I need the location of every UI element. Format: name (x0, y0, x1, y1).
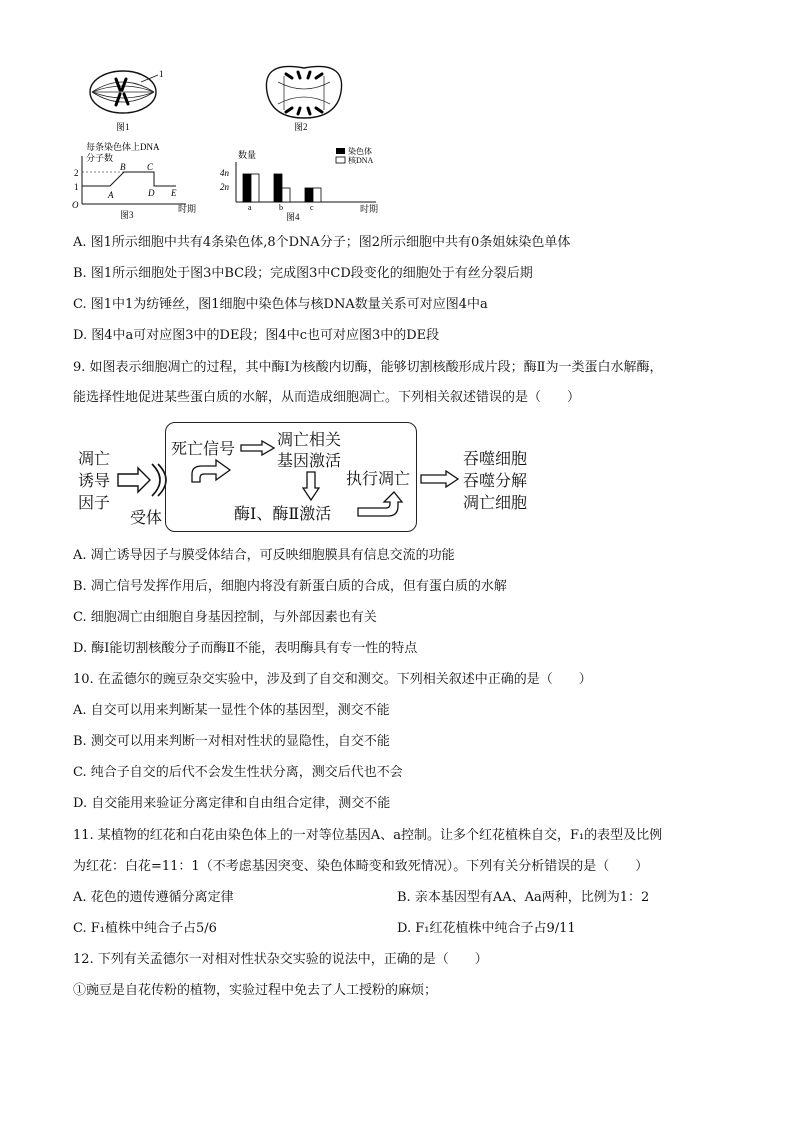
q8-option-a: A. 图1所示细胞中共有4条染色体,8个DNA分子；图2所示细胞中共有0条姐妹染色单体 (73, 235, 571, 250)
q9-option-d: D. 酶Ⅰ能切割核酸分子而酶Ⅱ不能，表明酶具有专一性的特点 (73, 641, 418, 656)
q9-stem-line2: 能选择性地促进某些蛋白质的水解，从而造成细胞凋亡。下列相关叙述错误的是（ ） (73, 390, 581, 405)
q8-option-b: B. 图1所示细胞处于图3中BC段；完成图3中CD段变化的细胞处于有丝分裂后期 (73, 266, 533, 281)
fig1-caption: 图1 (116, 122, 130, 132)
fig3-point-a: A (108, 190, 114, 200)
legend-dna-swatch (336, 157, 345, 163)
q9-option-a: A. 凋亡诱导因子与膜受体结合，可反映细胞膜具有信息交流的功能 (73, 548, 455, 563)
diagram-receptor: 受体 (130, 508, 163, 527)
fig4-ylabel: 数量 (238, 150, 257, 160)
fig3-ytick: 2 (74, 168, 79, 178)
fig4-bar-c-chromosome (305, 188, 313, 202)
q8-option-c: C. 图1中1为纺锤丝，图1细胞中染色体与核DNA数量关系可对应图4中a (73, 297, 488, 312)
q8-option-d: D. 图4中a可对应图3中的DE段；图4中c也可对应图3中的DE段 (73, 328, 440, 343)
fig4-bar-a-dna (251, 174, 259, 202)
right-arrow-icon (240, 440, 276, 456)
fig3-point-c: C (147, 162, 154, 172)
figure-4 (216, 146, 386, 222)
fig3-xlabel: 时期 (178, 204, 197, 214)
diagram-enzymes-activated: 酶Ⅰ、酶Ⅱ激活 (234, 504, 332, 523)
q10-option-a: A. 自交可以用来判断某一显性个体的基因型，测交不能 (73, 703, 390, 718)
q9-stem-line1: 9. 如图表示细胞凋亡的过程，其中酶Ⅰ为核酸内切酶，能够切割核酸形成片段；酶Ⅱ为一类蛋白水解酶， (73, 360, 663, 375)
up-curved-arrow-icon (356, 490, 404, 518)
fig3-origin: O (72, 200, 79, 210)
q10-option-d: D. 自交能用来验证分离定律和自由组合定律，测交不能 (73, 796, 391, 811)
fig3-ylabel-line1: 每条染色体上DNA (86, 142, 160, 152)
diagram-phagocyte-result: 吞噬细胞 吞噬分解 凋亡细胞 (463, 449, 528, 512)
fig4-bar-c-dna (313, 188, 321, 202)
q10-option-b: B. 测交可以用来判断一对相对性状的显隐性，自交不能 (73, 734, 390, 749)
fig2-caption: 图2 (294, 122, 308, 132)
diagram-death-signal: 死亡信号 (171, 439, 236, 458)
fig3-point-b: B (120, 162, 126, 172)
fig3-point-e: E (171, 188, 177, 198)
q10-stem: 10. 在孟德尔的豌豆杂交实验中，涉及到了自交和测交。下列相关叙述中正确的是（ ） (73, 672, 592, 687)
fig3-ylabel-line2: 分子数 (86, 153, 114, 163)
fig4-caption: 图4 (286, 212, 300, 222)
fig4-category-c: c (310, 203, 314, 212)
legend-chromosome-swatch (336, 148, 345, 154)
legend-chromosome: 染色体 (348, 147, 372, 156)
q12-stem: 12. 下列有关孟德尔一对相对性状杂交实验的说法中，正确的是（ ） (73, 952, 488, 967)
fig3-caption: 图3 (120, 210, 134, 220)
q11-option-d: D. F₁红花植株中纯合子占9/11 (397, 921, 576, 936)
fig4-category-b: b (279, 203, 283, 212)
q10-option-c: C. 纯合子自交的后代不会发生性状分离，测交后代也不会 (73, 765, 403, 780)
fig3-point-d: D (148, 188, 155, 198)
fig1-label-1: 1 (159, 69, 164, 79)
q11-stem-line1: 11. 某植物的红花和白花由染色体上的一对等位基因A、a控制。让多个红花植株自交，F₁的表型及比例 (73, 828, 663, 843)
fig4-bars (243, 174, 321, 202)
diagram-gene-activation: 凋亡相关 基因激活 (277, 430, 342, 470)
result-arrow-icon (420, 470, 460, 488)
fig3-ytick: 1 (74, 182, 79, 192)
figure-3 (72, 140, 198, 220)
figure-1 (86, 64, 172, 136)
q11-option-a: A. 花色的遗传遵循分离定律 (73, 890, 234, 905)
fig4-bar-a-chromosome (243, 174, 251, 202)
fig4-bar-b-chromosome (274, 174, 282, 202)
fig4-category-a: a (248, 203, 252, 212)
fig4-xlabel: 时期 (360, 204, 379, 214)
q9-option-b: B. 凋亡信号发挥作用后，细胞内将没有新蛋白质的合成，但有蛋白质的水解 (73, 579, 507, 594)
curved-arrow-icon (190, 458, 234, 486)
fig4-bar-b-dna (282, 188, 290, 202)
figure-2 (262, 62, 346, 134)
legend-dna: 核DNA (348, 156, 374, 165)
diagram-execute-apoptosis: 执行凋亡 (346, 469, 411, 488)
q11-stem-line2: 为红花：白花=11：1（不考虑基因突变、染色体畸变和致死情况）。下列有关分析错误的是（ ） (73, 859, 649, 874)
down-arrow-icon (302, 471, 320, 501)
q11-option-c: C. F₁植株中纯合子占5/6 (73, 921, 217, 936)
q12-item-1: ①豌豆是自花传粉的植物，实验过程中免去了人工授粉的麻烦； (73, 983, 438, 998)
q11-option-b: B. 亲本基因型有AA、Aa两种，比例为1：2 (397, 890, 650, 905)
fig4-ytick-2n: 2n (220, 182, 229, 192)
q9-option-c: C. 细胞凋亡由细胞自身基因控制，与外部因素也有关 (73, 610, 377, 625)
diagram-inducer: 凋亡 诱导 因子 (78, 449, 111, 512)
fig4-ytick-4n: 4n (220, 168, 229, 178)
